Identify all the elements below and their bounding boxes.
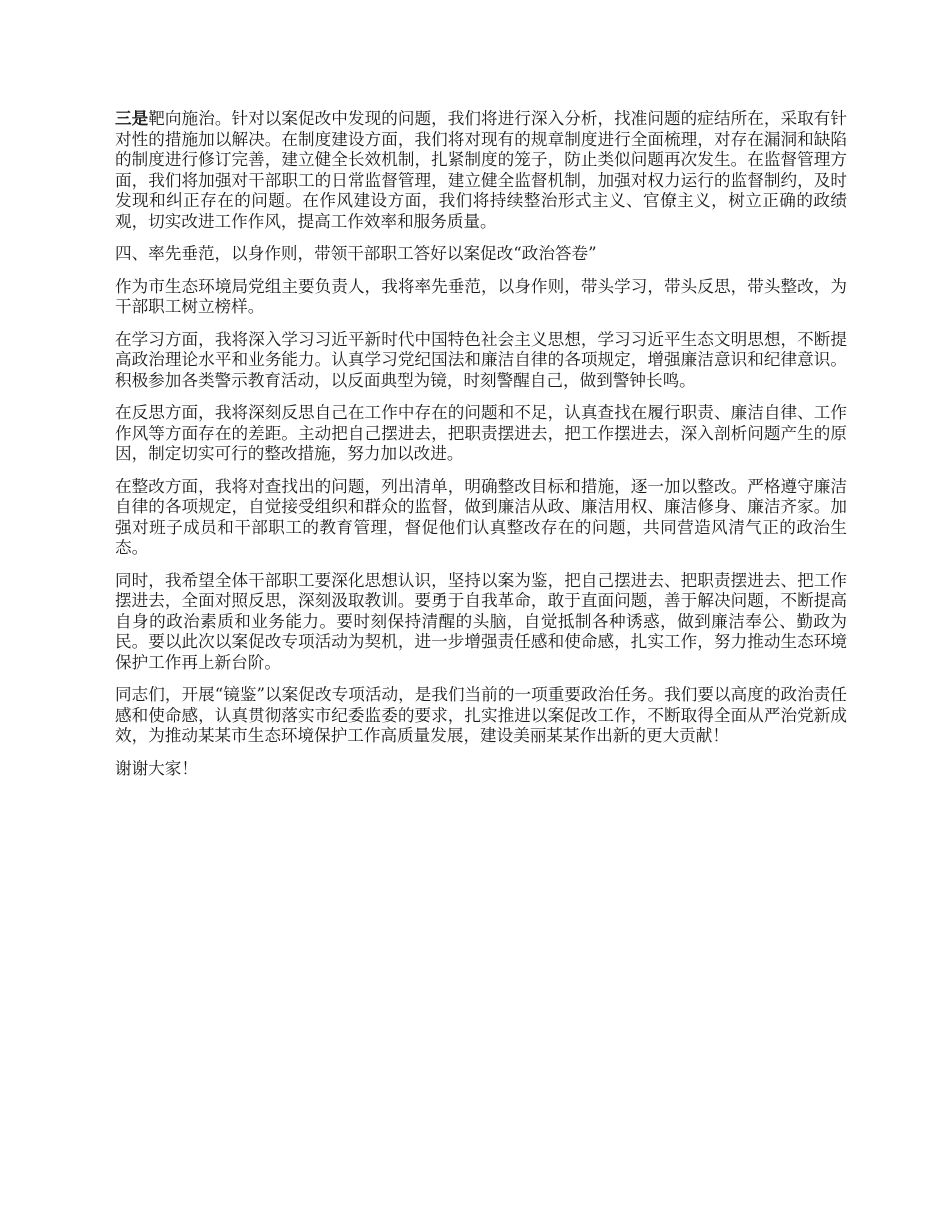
section-heading-four bbox=[115, 244, 847, 265]
paragraph-text: 在反思方面，我将深刻反思自己在工作中存在的问题和不足，认真查找在履行职责、廉洁自律、工作作风等方面存在的差距。主动把自己摆进去，把职责摆进去，把工作摆进去，深入剖析问题产生的原因，制定切实可行的整改措施，努力加以改进。 bbox=[115, 403, 847, 463]
paragraph-lead-by-example bbox=[115, 277, 847, 318]
paragraph-text: 作为市生态环境局党组主要负责人，我将率先垂范，以身作则，带头学习，带头反思，带头整改，为干部职工树立榜样。 bbox=[115, 276, 847, 316]
paragraph-text: 同时，我希望全体干部职工要深化思想认识，坚持以案为鉴，把自己摆进去、把职责摆进去、把工作摆进去，全面对照反思，深刻汲取教训。要勇于自我革命，敢于直面问题，善于解决问题，不断提高自身的政治素质和业务能力。要时刻保持清醒的头脑，自觉抵制各种诱惑，做到廉洁奉公、勤政为民。要以此次以案促改专项活动为契机，进一步增强责任感和使命感，扎实工作，努力推动生态环境保护工作再上新台阶。 bbox=[115, 570, 847, 672]
paragraph-reflection bbox=[115, 403, 847, 465]
paragraph-text: 在整改方面，我将对查找出的问题，列出清单，明确整改目标和措施，逐一加以整改。严格遵守廉洁自律的各项规定，自觉接受组织和群众的监督，做到廉洁从政、廉洁用权、廉洁修身、廉洁齐家。加强对班子成员和干部职工的教育管理，督促他们认真整改存在的问题，共同营造风清气正的政治生态。 bbox=[115, 476, 847, 557]
document-page bbox=[115, 108, 847, 791]
paragraph-expectations bbox=[115, 571, 847, 674]
paragraph-text: 在学习方面，我将深入学习习近平新时代中国特色社会主义思想，学习习近平生态文明思想，不断提高政治理论水平和业务能力。认真学习党纪国法和廉洁自律的各项规定，增强廉洁意识和纪律意识。积极参加各类警示教育活动，以反面典型为镜，时刻警醒自己，做到警钟长鸣。 bbox=[115, 329, 847, 390]
paragraph-targeted-treatment bbox=[115, 108, 847, 232]
paragraph-thanks bbox=[115, 759, 847, 780]
paragraph-text: 谢谢大家！ bbox=[115, 758, 198, 778]
paragraph-text: 四、率先垂范，以身作则，带领干部职工答好以案促改“政治答卷” bbox=[115, 244, 597, 263]
paragraph-text: 同志们，开展“镜鉴”以案促改专项活动，是我们当前的一项重要政治任务。我们要以高度的政治责任感和使命感，认真贯彻落实市纪委监委的要求，扎实推进以案促改工作，不断取得全面从严治党新成效，为推动某某市生态环境保护工作高质量发展，建设美丽某某作出新的更大贡献！ bbox=[115, 685, 847, 745]
paragraph-study bbox=[115, 330, 847, 392]
paragraph-conclusion bbox=[115, 685, 847, 747]
paragraph-lead: 三是 bbox=[115, 108, 149, 128]
paragraph-text: 靶向施治。针对以案促改中发现的问题，我们将进行深入分析，找准问题的症结所在，采取有针对性的措施加以解决。在制度建设方面，我们将对现有的规章制度进行全面梳理，对存在漏洞和缺陷的制度进行修订完善，建立健全长效机制，扎紧制度的笼子，防止类似问题再次发生。在监督管理方面，我们将加强对干部职工的日常监督管理，建立健全监督机制，加强对权力运行的监督制约，及时发现和纠正存在的问题。在作风建设方面，我们将持续整治形式主义、官僚主义，树立正确的政绩观，切实改进工作作风，提高工作效率和服务质量。 bbox=[115, 109, 848, 231]
paragraph-rectification bbox=[115, 477, 847, 559]
